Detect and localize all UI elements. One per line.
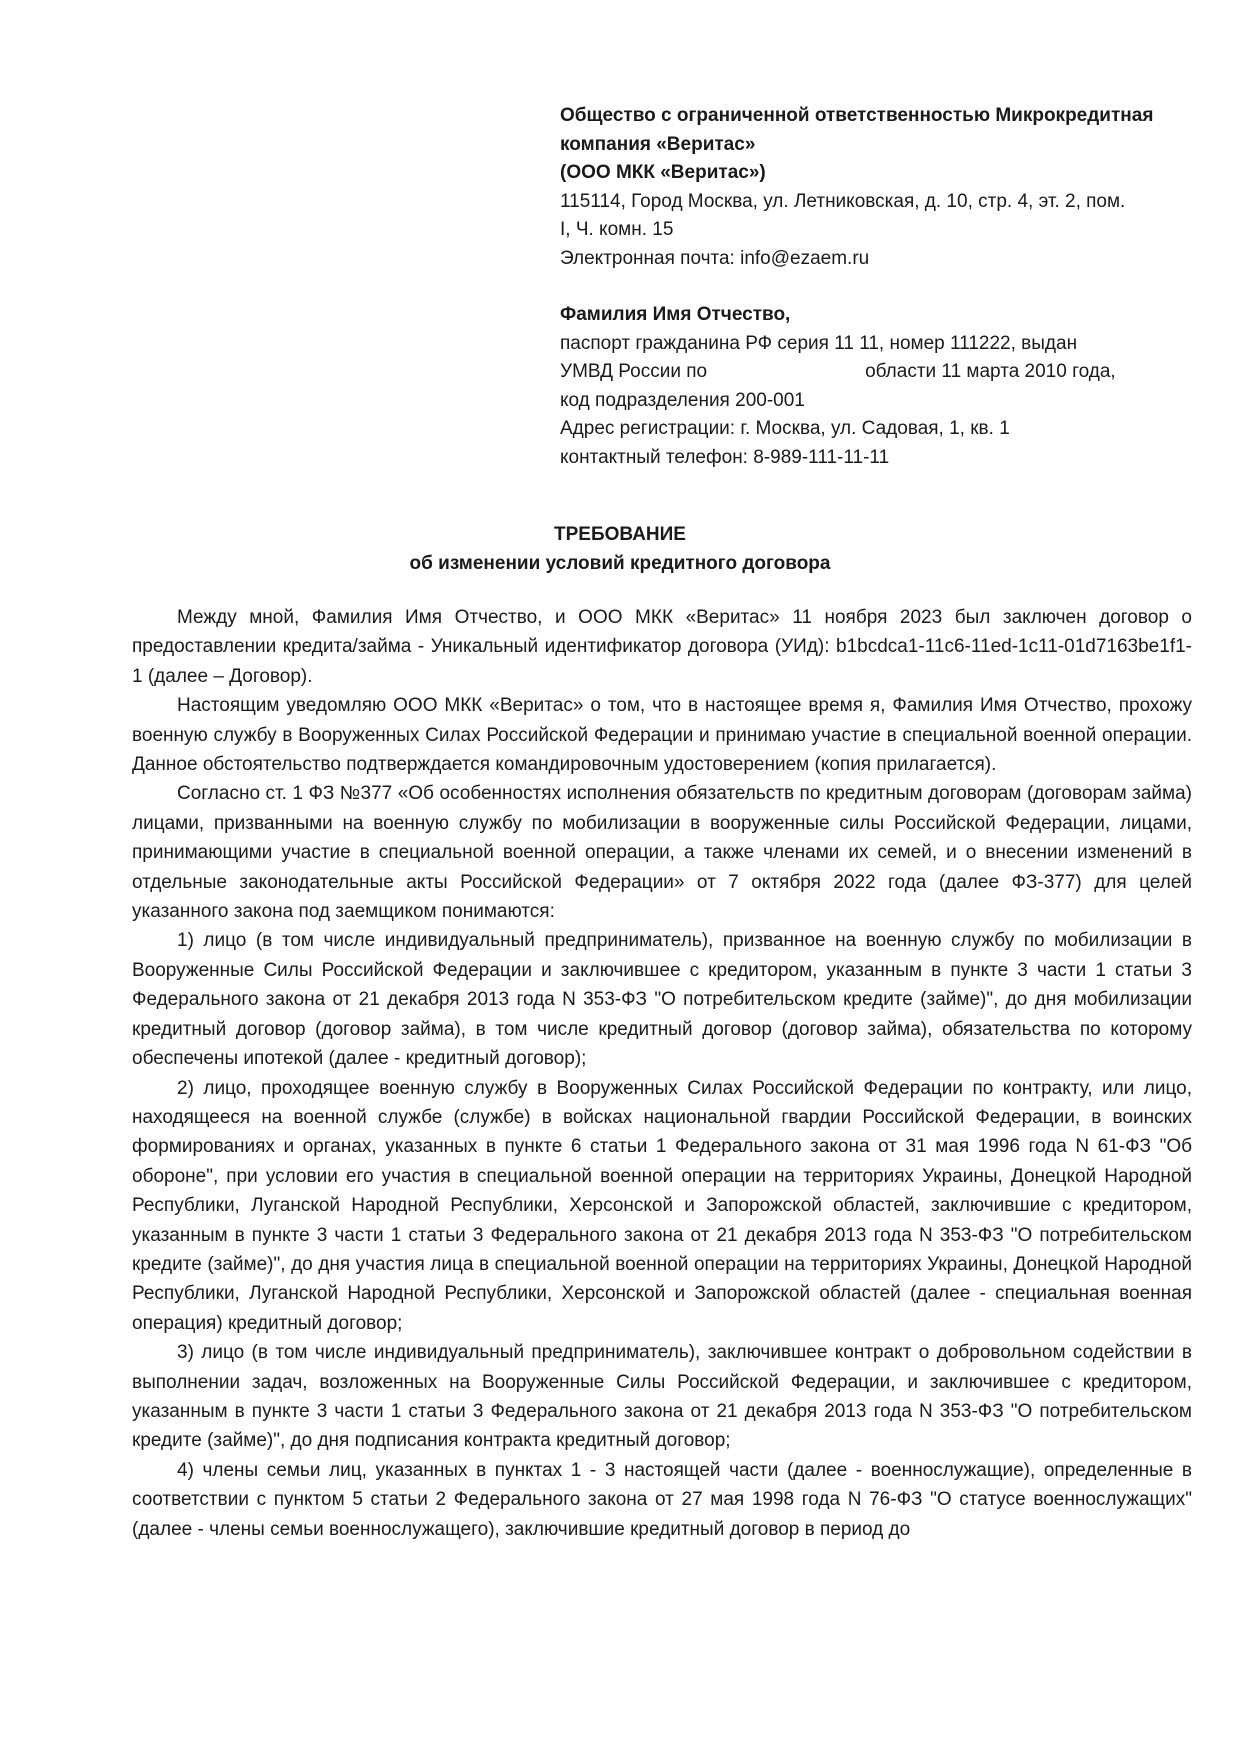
- paragraph-law-reference: Согласно ст. 1 ФЗ №377 «Об особенностях исполнения обязательств по кредитным договорам (договорам займа) лицами, призванными на военную службу по мобилизации в вооруженные силы Российской Федерации, лицами, принимающими участие в специальной военной операции, а также членами их семей, и о внесении изменений в отдельные законодательные акты Российской Федерации» от 7 октября 2022 года (далее ФЗ-377) для целей указанного закона под заемщиком понимаются:: [132, 783, 1192, 923]
- passport-issuer-suffix: области 11 марта 2010 года,: [865, 361, 1116, 382]
- paragraph-clause-2: 2) лицо, проходящее военную службу в Вооруженных Силах Российской Федерации по контракту, или лицо, находящееся на военной службе (службе) в войсках национальной гвардии Российской Федерации, в воинских формированиях и органах, указанных в пункте 6 статьи 1 Федерального закона от 31 мая 1996 года N 61-ФЗ "Об обороне", при условии его участия в специальной военной операции на территориях Украины, Донецкой Народной Республики, Луганской Народной Республики, Херсонской и Запорожской областей, заключившие с кредитором, указанным в пункте 3 части 1 статьи 3 Федерального закона от 21 декабря 2013 года N 353-ФЗ "О потребительском кредите (займе)", до дня участия лица в специальной военной операции на территориях Украины, Донецкой Народной Республики, Луганской Народной Республики, Херсонской и Запорожской областей (далее - специальная военная операция) кредитный договор;: [132, 1077, 1192, 1334]
- paragraph-clause-4: 4) члены семьи лиц, указанных в пунктах 1 - 3 настоящей части (далее - военнослужащие), определенные в соответствии с пунктом 5 статьи 2 Федерального закона от 27 мая 1998 года N 76-ФЗ "О статусе военнослужащих" (далее - члены семьи военнослужащего), заключившие кредитный договор в период до: [132, 1459, 1192, 1540]
- paragraph-contract-info: Между мной, Фамилия Имя Отчество, и ООО МКК «Веритас» 11 ноября 2023 был заключен договор о предоставлении кредита/займа - Уникальный идентификатор договора (УИд): b1bcdca1-11c6-11ed-1c11-01d7163be1f1-1 (далее – Договор).: [132, 607, 1192, 687]
- company-short-name: (ООО МКК «Веритас»): [560, 162, 766, 183]
- company-name-line-2: компания «Веритас»: [560, 133, 756, 155]
- paragraph-clause-3: 3) лицо (в том числе индивидуальный предприниматель), заключившее контракт о добровольном содействии в выполнении задач, возложенных на Вооруженные Силы Российской Федерации, и заключившее с кредитором, указанным в пункте 3 части 1 статьи 3 Федерального закона от 21 декабря 2013 года N 353-ФЗ "О потребительском кредите (займе)", до дня подписания контракта кредитный договор;: [132, 1342, 1192, 1452]
- passport-issuer-prefix: УМВД России по: [560, 361, 708, 382]
- sender-name: Фамилия Имя Отчество,: [560, 304, 791, 325]
- sender-phone: контактный телефон: 8-989-111-11-11: [560, 446, 890, 468]
- document-title: ТРЕБОВАНИЕ: [554, 524, 686, 545]
- company-name-line-1: Общество с ограниченной ответственностью Микрокредитная: [560, 105, 1154, 126]
- paragraph-notification: Настоящим уведомляю ООО МКК «Веритас» о том, что в настоящее время я, Фамилия Имя Отчество, прохожу военную службу в Вооруженных Силах Российской Федерации и принимаю участие в специальной военной операции. Данное обстоятельство подтверждается командировочным удостоверением (копия прилагается).: [132, 695, 1192, 776]
- company-address-line-1: 115114, Город Москва, ул. Летниковская, д. 10, стр. 4, эт. 2, пом.: [560, 190, 1126, 212]
- document-body: [132, 603, 1192, 1544]
- block-spacer: [560, 273, 1200, 301]
- paragraph-clause-1: 1) лицо (в том числе индивидуальный предприниматель), призванное на военную службу по мобилизации в Вооруженные Силы Российской Федерации и заключившее с кредитором, указанным в пункте 3 части 1 статьи 3 Федерального закона от 21 декабря 2013 года N 353-ФЗ "О потребительском кредите (займе)", до дня мобилизации кредитный договор (договор займа), в том числе кредитный договор (договор займа), обязательства по которому обеспечены ипотекой (далее - кредитный договор);: [132, 930, 1192, 1070]
- sender-passport-line-1: паспорт гражданина РФ серия 11 11, номер 111222, выдан: [560, 332, 1078, 354]
- sender-passport-line-3: код подразделения 200-001: [560, 389, 805, 411]
- header-addressee-block: [560, 102, 1200, 472]
- company-email: Электронная почта: info@ezaem.ru: [560, 247, 870, 269]
- sender-registration-address: Адрес регистрации: г. Москва, ул. Садовая, 1, кв. 1: [560, 418, 1010, 439]
- company-address-line-2: I, Ч. комн. 15: [560, 219, 674, 240]
- document-subtitle: об изменении условий кредитного договора: [409, 553, 831, 574]
- sender-passport-line-2: [560, 358, 1200, 387]
